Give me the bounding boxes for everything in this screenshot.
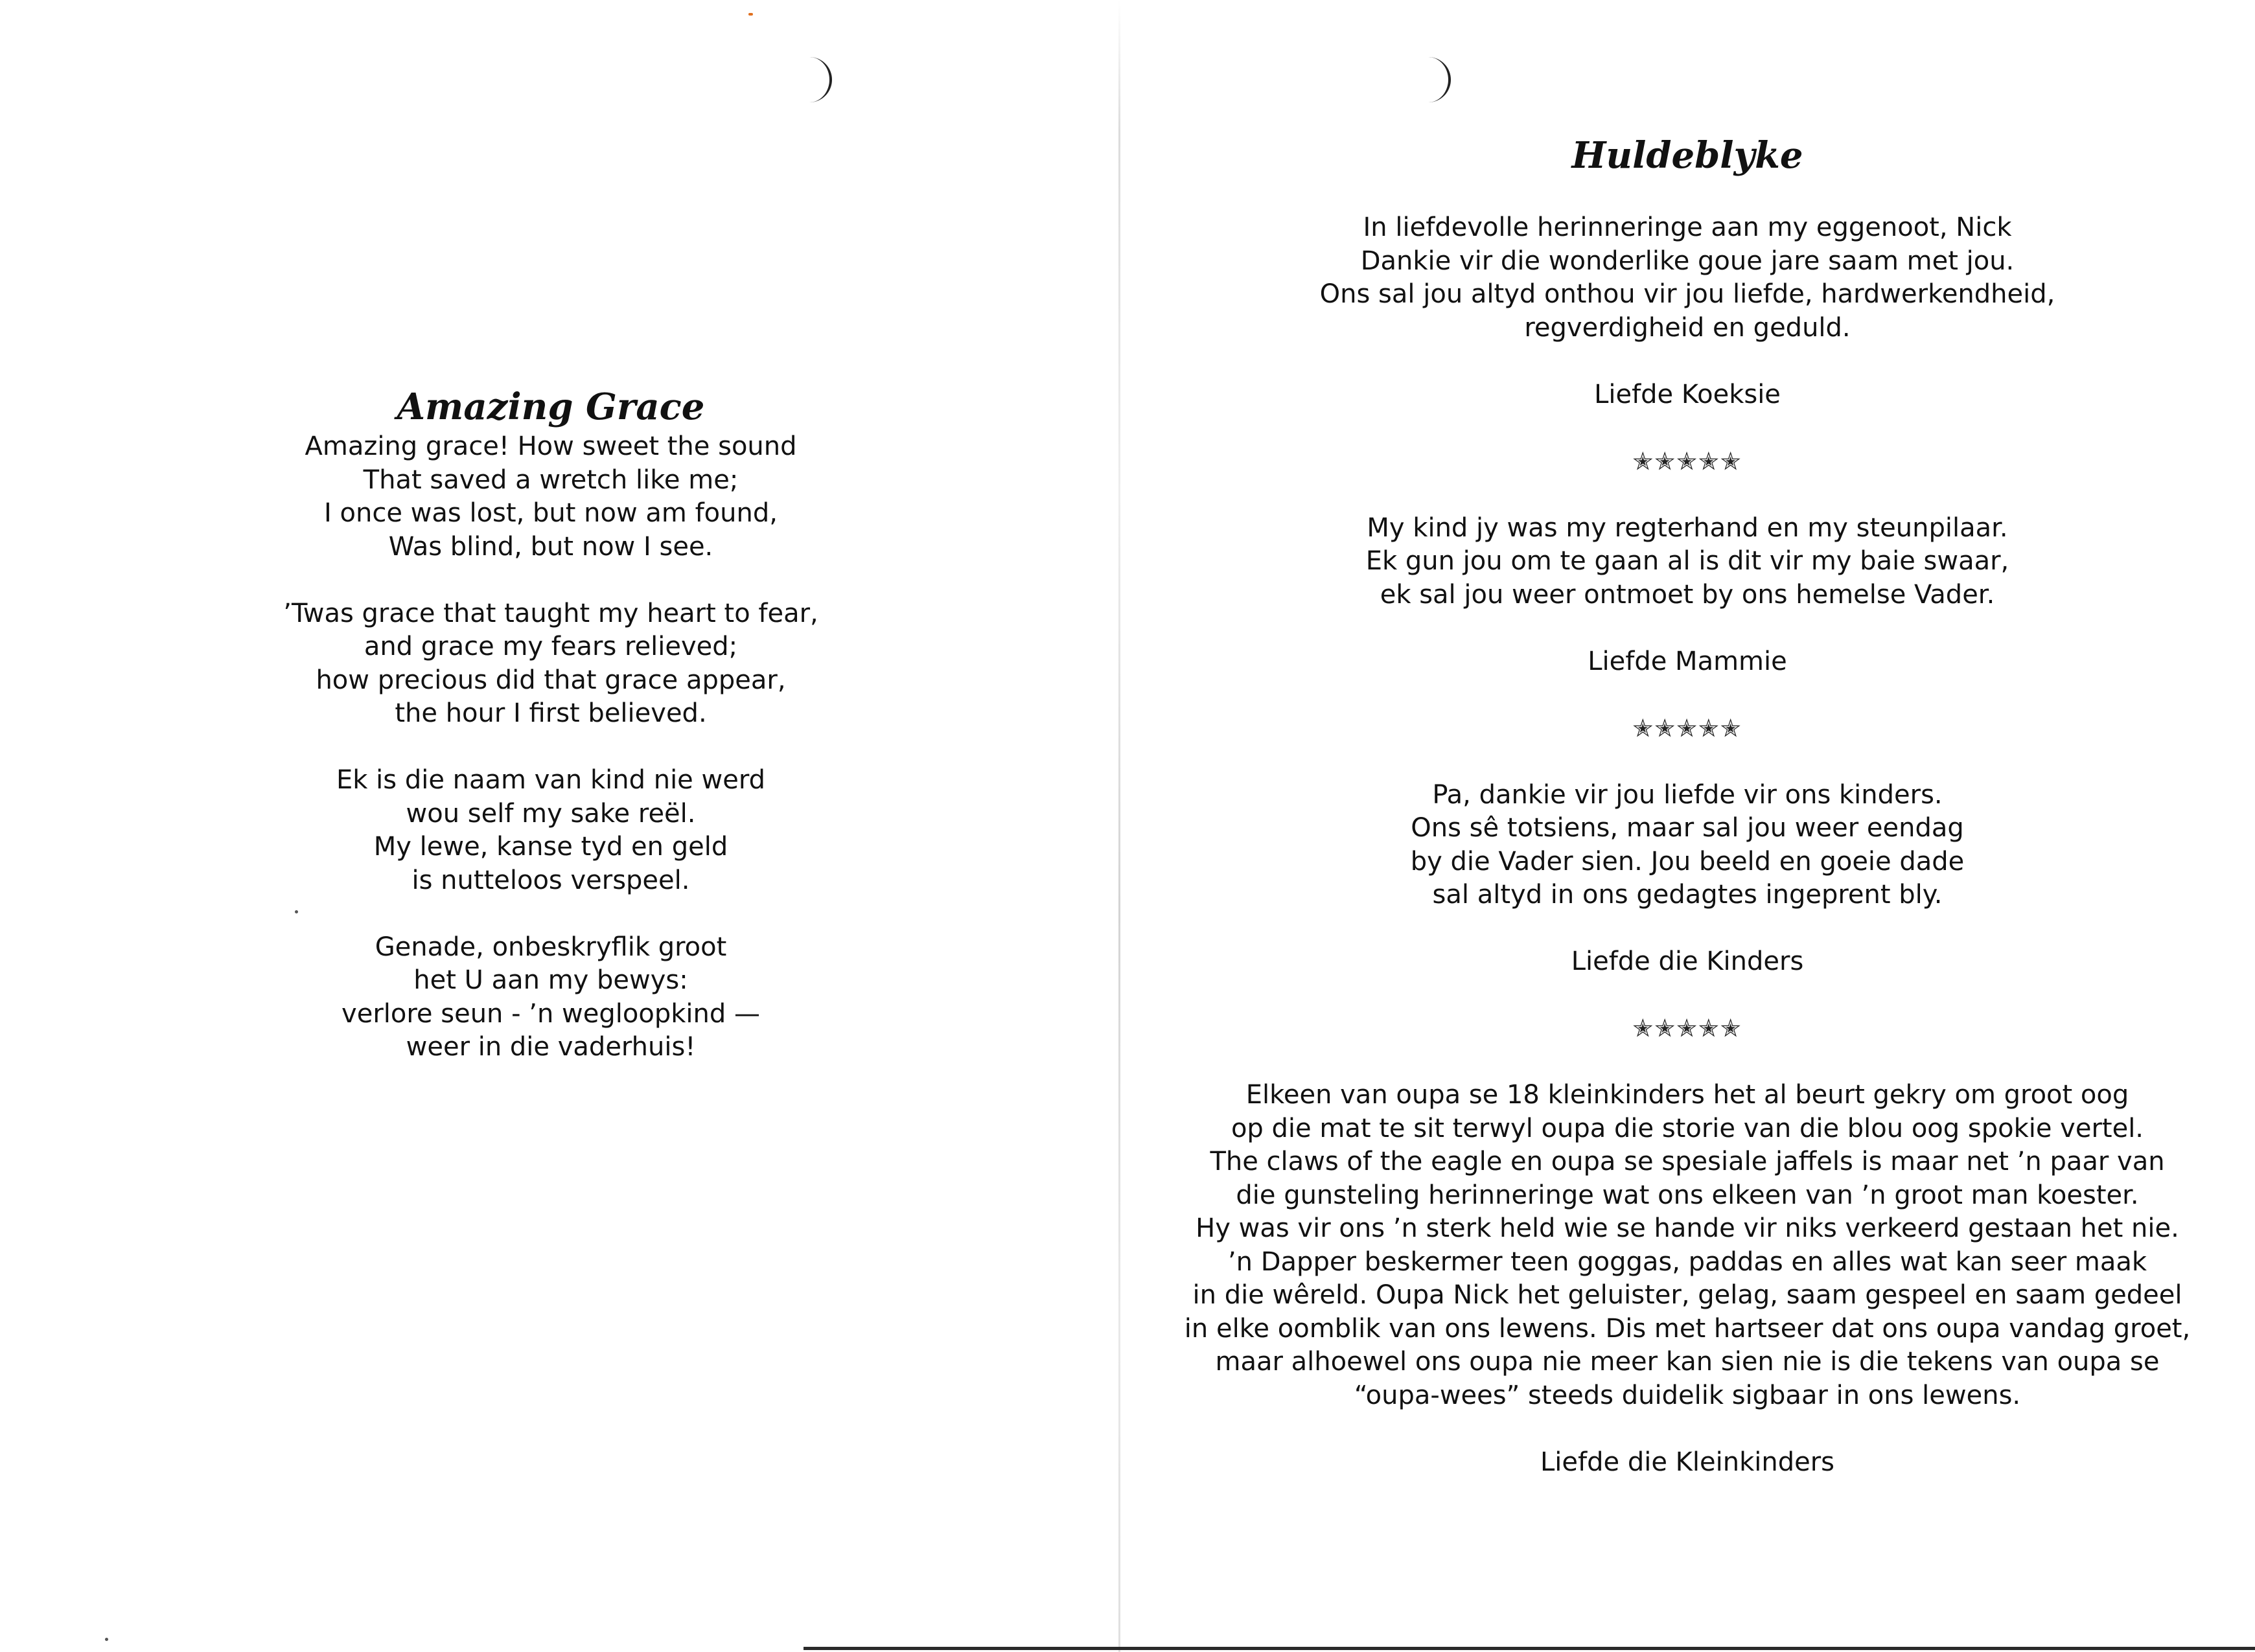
tribute-line: ek sal jou weer ontmoet by ons hemelse Vader. [1380,579,1995,610]
tribute-line: “oupa-wees” steeds duidelik sigbaar in ons lewens. [1354,1380,2021,1410]
tribute-line: die gunsteling herinneringe wat ons elkeen van ’n groot man koester. [1236,1180,2139,1210]
star-separator: ✭✭✭✭✭ [1632,713,1742,742]
tribute-line: Hy was vir ons ’n sterk held wie se hande vir niks verkeerd gestaan het nie. [1196,1213,2179,1243]
tribute-signoff: Liefde Koeksie [1594,379,1781,409]
hymn-block [246,384,855,1097]
tribute-line: Ons sal jou altyd onthou vir jou liefde, hardwerkendheid, [1319,279,2055,309]
hymn-stanza [246,931,855,1064]
tribute-signoff: Liefde die Kinders [1571,946,1804,976]
tribute-line: My kind jy was my regterhand en my steunpilaar. [1367,512,2008,543]
hymn-line: Was blind, but now I see. [388,531,713,562]
hymn-stanza [246,597,855,731]
hymn-title: Amazing Grace [397,385,705,428]
tribute [1120,779,2255,1079]
tribute-line: In liefdevolle herinneringe aan my eggenoot, Nick [1363,212,2012,242]
tribute-line: sal altyd in ons gedagtes ingeprent bly. [1432,880,1943,910]
hymn-line: the hour I first believed. [395,698,707,728]
hymn-line: het U aan my bewys: [413,965,688,995]
hymn-line: Amazing grace! How sweet the sound [305,431,797,461]
tribute-line: Ons sê totsiens, maar sal jou weer eendag [1411,813,1964,843]
star-separator: ✭✭✭✭✭ [1632,446,1742,476]
tributes-block [1120,211,2255,1479]
hymn-line: I once was lost, but now am found, [324,498,778,528]
hymn-stanza [246,764,855,897]
tribute-line: by die Vader sien. Jou beeld en goeie dade [1410,846,1965,877]
hymn-line: how precious did that grace appear, [316,665,786,695]
hymn-line: and grace my fears relieved; [364,632,738,661]
tribute-line: maar alhoewel ons oupa nie meer kan sien nie is die tekens van oupa se [1215,1347,2160,1377]
tributes-heading [1120,132,2255,179]
left-page [0,0,1120,1652]
tribute-line: The claws of the eagle en oupa se spesiale jaffels is maar net ’n paar van [1210,1147,2165,1176]
tribute-line: Ek gun jou om te gaan al is dit vir my baie swaar, [1365,546,2009,576]
hymn-line: verlore seun - ’n wegloopkind — [341,998,760,1029]
tribute-line: regverdigheid en geduld. [1524,312,1851,343]
hymn-line: That saved a wretch like me; [363,465,739,495]
tribute-line: Dankie vir die wonderlike goue jare saam met jou. [1360,246,2015,276]
right-page [1120,0,2255,1652]
hymn-line: Genade, onbeskryflik groot [375,932,727,962]
tribute [1120,211,2255,512]
hymn-line: ’Twas grace that taught my heart to fear, [283,598,818,628]
hymn-line: weer in die vaderhuis! [406,1032,696,1062]
tribute-line: Elkeen van oupa se 18 kleinkinders het al beurt gekry om groot oog [1245,1080,2129,1110]
hymn-line: wou self my sake reël. [406,798,696,829]
tribute-signoff: Liefde Mammie [1588,646,1787,676]
tribute-signoff: Liefde die Kleinkinders [1540,1447,1834,1477]
hymn-line: is nutteloos verspeel. [411,865,690,895]
tribute-line: in elke oomblik van ons lewens. Dis met hartseer dat ons oupa vandag groet, [1184,1313,2191,1344]
tribute-line: Pa, dankie vir jou liefde vir ons kinders. [1432,779,1943,810]
tribute-line: op die mat te sit terwyl oupa die storie van die blou oog spokie vertel. [1231,1113,2144,1143]
tribute [1120,512,2255,779]
star-separator: ✭✭✭✭✭ [1632,1014,1742,1042]
hymn-stanza [246,430,855,564]
tribute [1120,1079,2255,1479]
hymn-line: Ek is die naam van kind nie werd [336,765,765,795]
tribute-line: in die wêreld. Oupa Nick het geluister, gelag, saam gespeel en saam gedeel [1192,1280,2182,1310]
hymn-line: My lewe, kanse tyd en geld [373,832,728,862]
tributes-title: Huldeblyke [1571,134,1803,177]
tribute-line: ’n Dapper beskermer teen goggas, paddas en alles wat kan seer maak [1227,1246,2147,1277]
